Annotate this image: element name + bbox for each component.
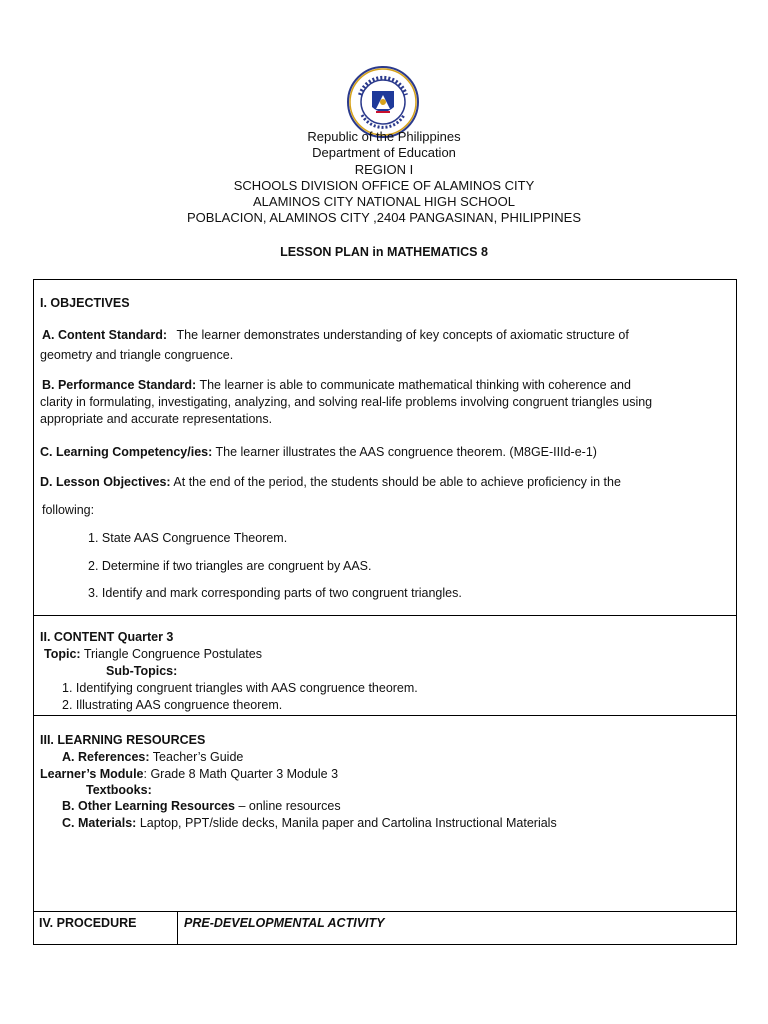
references-label: A. References: — [62, 750, 150, 764]
procedure-label: IV. PROCEDURE — [34, 912, 178, 944]
topic-label: Topic: — [44, 647, 81, 661]
content-heading: II. CONTENT Quarter 3 — [40, 630, 174, 644]
performance-standard-line3: appropriate and accurate representations. — [40, 412, 273, 426]
content-standard-line2: geometry and triangle congruence. — [40, 348, 234, 362]
procedure-row — [34, 912, 736, 944]
topic — [44, 647, 262, 661]
objective-item: 1. State AAS Congruence Theorem. — [88, 531, 288, 545]
header-line: POBLACION, ALAMINOS CITY ,2404 PANGASINAN, PHILIPPINES — [187, 210, 581, 226]
content-section — [34, 616, 736, 716]
objectives-section — [34, 280, 736, 616]
header-line: REGION I — [354, 161, 414, 177]
lesson-plan-title: LESSON PLAN in MATHEMATICS 8 — [280, 245, 488, 259]
learners-module-text: : Grade 8 Math Quarter 3 Module 3 — [143, 767, 339, 781]
content-standard-line1 — [42, 328, 629, 342]
lesson-objectives-following: following: — [42, 503, 95, 517]
header-line: ALAMINOS CITY NATIONAL HIGH SCHOOL — [253, 194, 515, 210]
learning-competency — [40, 445, 597, 459]
learners-module — [40, 767, 338, 781]
header-line: Department of Education — [312, 145, 456, 161]
objective-item: 2. Determine if two triangles are congruent by AAS. — [88, 559, 372, 573]
learning-resources-section — [34, 716, 736, 912]
other-resources-text: – online resources — [238, 799, 341, 813]
performance-standard-line2: clarity in formulating, investigating, analyzing, and solving real-life problems involving congruent triangles using — [40, 395, 653, 409]
subtopic-item: 2. Illustrating AAS congruence theorem. — [62, 698, 283, 712]
textbooks-label: Textbooks: — [86, 783, 152, 797]
deped-seal-logo — [346, 65, 420, 139]
materials-text: Laptop, PPT/slide decks, Manila paper and Cartolina Instructional Materials — [139, 816, 557, 830]
school-header — [0, 129, 768, 227]
materials — [62, 816, 557, 830]
references — [62, 750, 243, 764]
other-resources-label: B. Other Learning Resources — [62, 799, 235, 813]
header-line: Republic of the Philippines — [307, 129, 461, 144]
subtopics-label: Sub-Topics: — [106, 664, 178, 678]
lesson-objectives-label: D. Lesson Objectives: — [40, 475, 171, 489]
learning-competency-text: The learner illustrates the AAS congruence theorem. (M8GE-IIId-e-1) — [215, 445, 597, 459]
objective-item: 3. Identify and mark corresponding parts of two congruent triangles. — [88, 586, 462, 600]
subtopic-item: 1. Identifying congruent triangles with AAS congruence theorem. — [62, 681, 418, 695]
references-text: Teacher’s Guide — [152, 750, 244, 764]
content-standard-text: The learner demonstrates understanding of key concepts of axiomatic structure of — [176, 328, 629, 342]
pre-developmental-activity: PRE-DEVELOPMENTAL ACTIVITY — [184, 916, 385, 930]
lesson-plan-table — [33, 279, 737, 945]
learners-module-label: Learner’s Module — [40, 767, 144, 781]
objectives-heading: I. OBJECTIVES — [40, 296, 130, 310]
resources-heading: III. LEARNING RESOURCES — [40, 733, 206, 747]
content-standard-label: A. Content Standard: — [42, 328, 167, 342]
materials-label: C. Materials: — [62, 816, 137, 830]
lesson-objectives — [40, 475, 621, 489]
header-line: SCHOOLS DIVISION OFFICE OF ALAMINOS CITY — [233, 177, 535, 193]
performance-standard-line1 — [42, 378, 631, 392]
other-resources — [62, 799, 341, 813]
learning-competency-label: C. Learning Competency/ies: — [40, 445, 213, 459]
lesson-objectives-text: At the end of the period, the students should be able to achieve proficiency in the — [173, 475, 621, 489]
performance-standard-text: The learner is able to communicate mathematical thinking with coherence and — [199, 378, 631, 392]
performance-standard-label: B. Performance Standard: — [42, 378, 197, 392]
topic-text: Triangle Congruence Postulates — [83, 647, 262, 661]
